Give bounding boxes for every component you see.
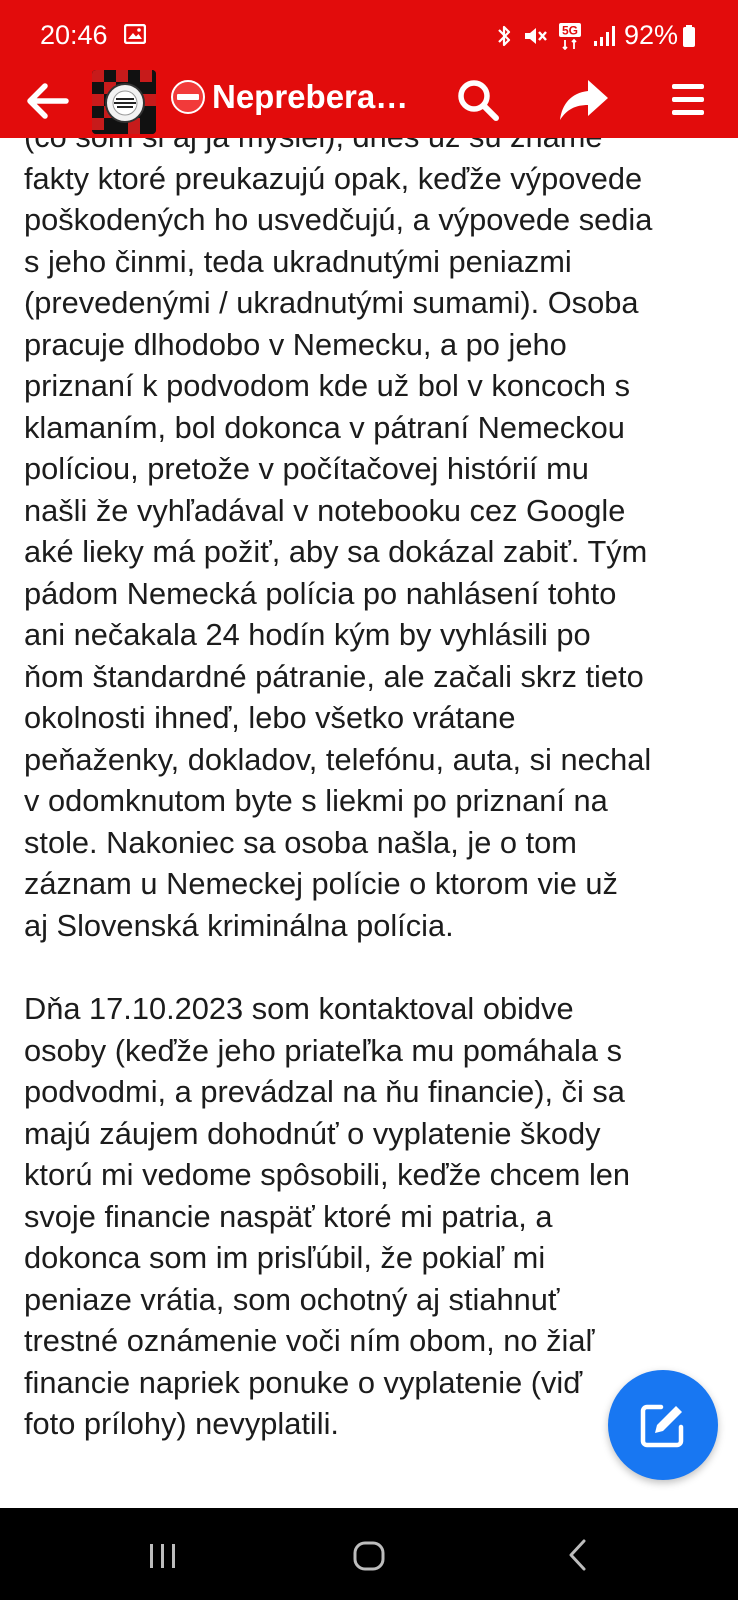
- back-icon[interactable]: [566, 1538, 588, 1572]
- network-5g-icon: [558, 22, 582, 50]
- text-line: poškodených ho usvedčujú, a výpovede sedia: [24, 202, 653, 237]
- text-line: dokonca som im prisľúbil, že pokiaľ mi: [24, 1240, 546, 1275]
- home-icon[interactable]: [352, 1540, 386, 1572]
- text-line: Dňa 17.10.2023 som kontaktoval obidve: [24, 991, 574, 1026]
- status-bar: [0, 0, 738, 68]
- text-line: pracuje dlhodobo v Nemecku, a po jeho: [24, 326, 567, 362]
- gallery-notification-icon: [124, 24, 146, 44]
- edit-icon: [639, 1401, 687, 1449]
- group-avatar[interactable]: [92, 70, 156, 134]
- menu-icon[interactable]: [666, 78, 710, 122]
- text-line: peniaze vrátia, som ochotný aj stiahnuť: [24, 1281, 560, 1317]
- text-line: v odomknutom byte s liekmi po priznaní na: [24, 783, 608, 818]
- mute-icon: [522, 24, 548, 48]
- text-line: osoby (keďže jeho priateľka mu pomáhala s: [24, 1032, 622, 1068]
- text-line: majú záujem dohodnúť o vyplatenie škody: [24, 1115, 601, 1151]
- signal-icon: [592, 24, 618, 48]
- back-arrow-icon[interactable]: [22, 76, 72, 126]
- header: [0, 0, 738, 138]
- text-line: aj Slovenská kriminálna polícia.: [24, 907, 454, 943]
- text-line: peňaženky, dokladov, telefónu, auta, si nechal: [24, 741, 652, 777]
- text-line: (prevedenými / ukradnutými sumami). Osoba: [24, 285, 639, 320]
- no-entry-icon: [170, 79, 206, 115]
- text-line: ktorú mi vedome spôsobili, keďže chcem len: [24, 1157, 631, 1192]
- text-line: ani nečakala 24 hodín kým by vyhlásili po: [24, 617, 591, 652]
- text-line: financie napriek ponuke o vyplatenie (viď: [24, 1364, 583, 1400]
- text-line: podvodmi, a prevádzal na ňu financie), či sa: [24, 1074, 625, 1109]
- compose-button[interactable]: [608, 1370, 718, 1480]
- text-line: trestné oznámenie voči ním obom, no žiaľ: [24, 1323, 595, 1358]
- post-paragraph-2: [24, 988, 712, 1445]
- bluetooth-icon: [496, 24, 512, 48]
- text-line: aké lieky má požiť, aby sa dokázal zabiť. Tým: [24, 534, 648, 569]
- group-title-area[interactable]: [170, 78, 408, 116]
- group-title: Neprebera…: [212, 78, 409, 115]
- text-line: s jeho činmi, teda ukradnutými peniazmi: [24, 243, 572, 279]
- group-logo-image: [92, 70, 156, 134]
- battery-icon: [682, 24, 696, 48]
- text-line: záznam u Nemeckej polície o ktorom vie už: [24, 866, 618, 901]
- network-label: 5G: [561, 23, 578, 37]
- text-line: stole. Nakoniec sa osoba našla, je o tom: [24, 824, 577, 860]
- text-line: našli že vyhľadával v notebooku cez Google: [24, 492, 626, 528]
- text-line: políciou, pretože v počítačovej histórií mu: [24, 451, 589, 486]
- text-line: okolnosti ihneď, lebo všetko vrátane: [24, 700, 516, 735]
- share-icon[interactable]: [558, 76, 610, 124]
- text-line: ňom štandardné pátranie, ale začali skrz tieto: [24, 658, 644, 694]
- app-bar: [0, 68, 738, 138]
- text-line: pádom Nemecká polícia po nahlásení tohto: [24, 575, 617, 611]
- text-line: foto prílohy) nevyplatili.: [24, 1406, 339, 1441]
- recents-icon[interactable]: [147, 1542, 179, 1570]
- status-time: 20:46: [40, 20, 108, 50]
- text-line: fakty ktoré preukazujú opak, keďže výpovede: [24, 160, 643, 196]
- text-line: priznaní k podvodom kde už bol v koncoch s: [24, 368, 631, 403]
- text-line: klamaním, bol dokonca v pátraní Nemeckou: [24, 409, 625, 445]
- battery-percent: 92%: [623, 20, 678, 50]
- search-icon[interactable]: [454, 76, 502, 124]
- system-nav-bar: [0, 1508, 738, 1600]
- post-paragraph-1: [24, 116, 712, 946]
- text-line: svoje financie naspäť ktoré mi patria, a: [24, 1198, 553, 1234]
- status-indicators: [496, 20, 696, 51]
